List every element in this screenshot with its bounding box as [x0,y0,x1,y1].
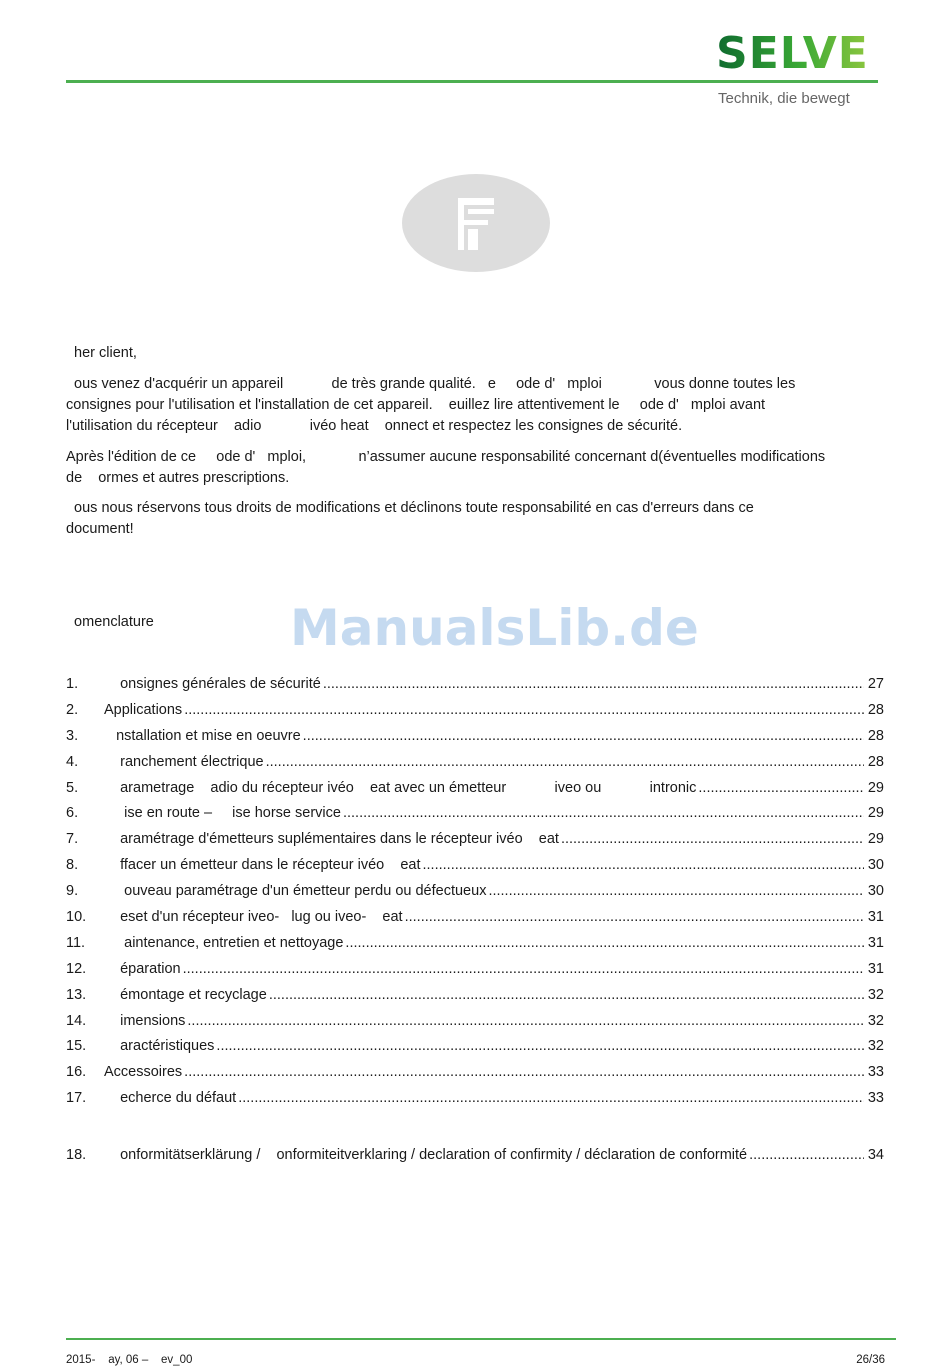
toc-entry-title: aractéristiques [104,1038,215,1055]
toc-entry-page: 27 [867,676,884,692]
toc-dot-leader [749,1147,864,1163]
toc-entry-title: onformitätserklärung / onformiteitverklaring / declaration of confirmity / déclaration de conformité [104,1147,748,1164]
toc-entry-number: 17. [66,1090,87,1107]
toc-entry[interactable] [66,780,884,806]
toc-entry-number: 7. [66,831,79,848]
header-rule [66,80,878,83]
toc-entry-number: 14. [66,1012,87,1029]
toc-dot-leader [216,1038,864,1054]
footer-date: 2015- ay, 06 – ev_00 [66,1354,193,1366]
toc-dot-leader [269,987,864,1003]
toc-entry-page: 29 [867,779,884,796]
toc-dot-leader [266,754,864,770]
toc-entry-number: 12. [66,960,87,977]
toc-entry-page: 33 [867,1090,884,1107]
toc-entry-page: 31 [867,960,884,977]
toc-entry-number: 16. [66,1064,87,1081]
toc-dot-leader [488,883,864,899]
toc-dot-leader [187,1013,864,1029]
toc-entry-page: 28 [867,701,884,718]
toc-entry[interactable] [66,676,884,702]
toc-entry-page: 28 [867,753,884,770]
toc-entry-number: 8. [66,857,79,874]
toc-entry[interactable] [66,805,884,831]
toc-entry-page: 30 [867,883,884,900]
greeting: her client, [66,345,137,361]
toc-dot-leader [238,1090,864,1106]
toc-entry-number: 1. [66,676,79,692]
toc-entry[interactable] [66,1064,884,1090]
toc-entry-title: imensions [104,1012,186,1029]
toc-entry-page: 32 [867,986,884,1003]
toc-entry-number: 2. [66,701,79,718]
intro-paragraph-2: Après l'édition de ce ode d' mploi, n’assumer aucune responsabilité concernant d(éventuelles modifications de ormes et autres prescriptions. [66,449,826,486]
toc-entry-number: 10. [66,909,87,926]
toc-entry-number: 5. [66,779,79,796]
toc-entry[interactable] [66,961,884,987]
footer-rule [66,1338,896,1340]
language-f-icon [402,174,550,272]
toc-dot-leader [183,961,864,977]
toc-entry-page: 32 [867,1012,884,1029]
toc-entry[interactable] [66,935,884,961]
toc-entry[interactable] [66,987,884,1013]
toc-entry-page: 28 [867,727,884,744]
table-of-contents [66,676,884,1173]
brand-logo: SELVE [716,28,869,79]
toc-dot-leader [184,1064,864,1080]
toc-entry[interactable] [66,909,884,935]
toc-entry-title: émontage et recyclage [104,986,267,1003]
toc-dot-leader [561,831,864,847]
toc-entry-page: 34 [867,1147,884,1164]
intro-paragraph-1: ous venez d'acquérir un appareil de très grande qualité. e ode d' mploi vous donne toutes les consignes pour l'utilisation et l'installation de cet appareil. euillez lire attentivement le ode d' mploi avant l'utilisation du récepteur adio ivéo heat onnect et respectez les consignes de sécurité. [66,376,796,434]
toc-dot-leader [423,857,865,873]
toc-entry-number: 13. [66,986,87,1003]
toc-entry-title: Applications [104,701,183,718]
toc-entry[interactable] [66,1013,884,1039]
toc-entry[interactable] [66,883,884,909]
toc-entry[interactable] [66,831,884,857]
toc-entry-page: 30 [867,857,884,874]
toc-entry-title: éparation [104,960,181,977]
toc-dot-leader [303,728,864,744]
toc-entry-title: onsignes générales de sécurité [104,676,321,692]
toc-entry-title: arametrage adio du récepteur ivéo eat avec un émetteur iveo ou intronic [104,779,697,796]
toc-entry-page: 32 [867,1038,884,1055]
toc-entry[interactable] [66,1147,884,1173]
brand-tagline: Technik, die bewegt [718,90,850,107]
toc-dot-leader [698,780,864,796]
toc-entry[interactable] [66,857,884,883]
toc-entry[interactable] [66,728,884,754]
toc-dot-leader [343,805,864,821]
toc-entry-title: ranchement électrique [104,753,264,770]
toc-entry-title: ouveau paramétrage d'un émetteur perdu ou défectueux [104,883,487,900]
toc-dot-leader [184,702,864,718]
toc-entry-number: 3. [66,727,79,744]
toc-entry-title: eset d'un récepteur iveo- lug ou iveo- eat [104,909,403,926]
toc-entry-page: 31 [867,934,884,951]
toc-entry-number: 15. [66,1038,87,1055]
toc-entry-title: ise en route – ise horse service [104,805,341,822]
toc-entry-number: 4. [66,753,79,770]
toc-entry-title: ffacer un émetteur dans le récepteur ivéo eat [104,857,421,874]
toc-entry[interactable] [66,754,884,780]
watermark: ManualsLib.de [290,599,699,657]
toc-entry[interactable] [66,702,884,728]
footer-page-number: 26/36 [856,1354,885,1366]
toc-heading: omenclature [66,614,154,630]
toc-entry-title: Accessoires [104,1064,183,1081]
toc-entry-number: 11. [66,934,86,951]
toc-entry-number: 6. [66,805,79,822]
toc-entry-title: aintenance, entretien et nettoyage [104,934,344,951]
toc-entry-page: 29 [867,831,884,848]
language-badge [402,174,550,272]
intro-paragraph-3: ous nous réservons tous droits de modifications et déclinons toute responsabilité en cas d'erreurs dans ce document! [66,500,754,537]
toc-entry-number: 9. [66,883,79,900]
toc-entry[interactable] [66,1090,884,1116]
toc-entry[interactable] [66,1038,884,1064]
toc-dot-leader [405,909,864,925]
toc-entry-page: 33 [867,1064,884,1081]
toc-dot-leader [345,935,864,951]
toc-entry-title: echerce du défaut [104,1090,237,1107]
toc-entry-title: nstallation et mise en oeuvre [104,727,301,744]
toc-entry-page: 29 [867,805,884,822]
toc-dot-leader [323,676,864,692]
toc-entry-page: 31 [867,909,884,926]
toc-entry-title: aramétrage d'émetteurs suplémentaires dans le récepteur ivéo eat [104,831,559,848]
toc-entry-number: 18. [66,1147,87,1164]
